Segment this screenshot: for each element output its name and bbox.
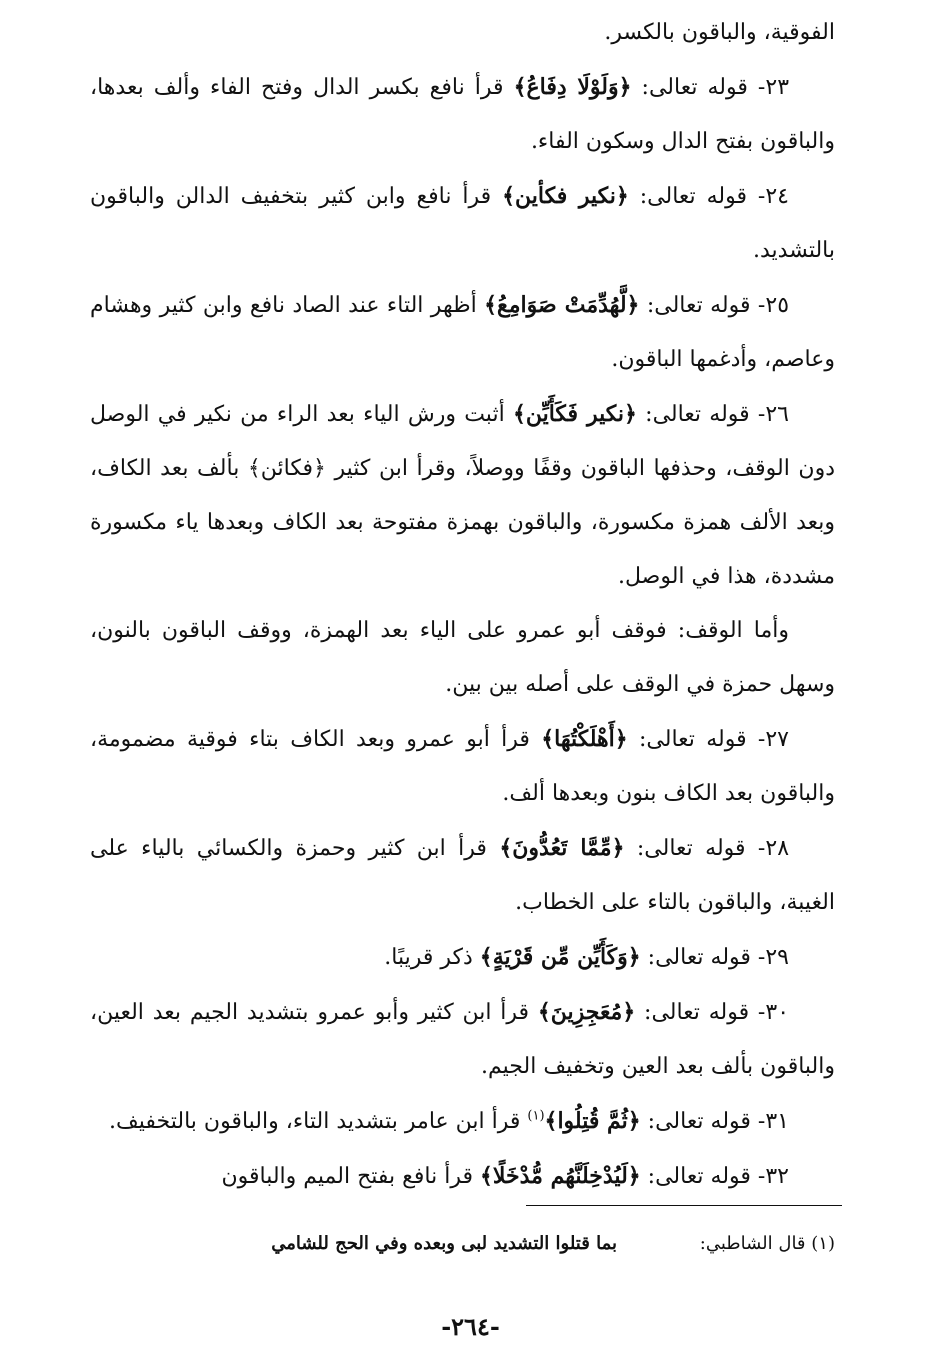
item-lead: ٢٧- قوله تعالى:: [627, 727, 789, 752]
page-number: -٢٦٤-: [441, 1312, 500, 1341]
paragraph-27: [90, 712, 835, 821]
paragraph-29: [90, 930, 835, 985]
item-lead: ٢٣- قوله تعالى:: [631, 75, 790, 100]
quran-quote: ﴿مِّمَّا تَعُدُّونَ﴾: [499, 835, 625, 861]
item-text: أثبت ورش الياء بعد الراء من نكير في الوصل دون الوقف، وحذفها الباقون وقفًا ووصلاً، وقرأ ابن كثير ﴿فكائن﴾ بألف بعد الكاف، وبعد الألف همزة مكسورة، والباقون بهمزة مفتوحة بعد الكاف وبعدها ياء مكسورة مشددة، هذا في الوصل.: [90, 402, 836, 589]
item-text: قرأ نافع وابن كثير بتخفيف الدالن والباقون بالتشديد.: [90, 184, 835, 263]
paragraph-25: [90, 278, 835, 387]
item-text: قرأ ابن عامر بتشديد التاء، والباقون بالتخفيف.: [109, 1109, 528, 1134]
quran-quote: ﴿وَلَوْلَا دِفَاعُ﴾: [513, 74, 632, 100]
paragraph-text: وأما الوقف: فوقف أبو عمرو على الياء بعد الهمزة، ووقف الباقون بالنون، وسهل حمزة في الوقف على أصله بين بين.: [90, 618, 835, 697]
main-text: [90, 6, 835, 1204]
quran-quote: ﴿نكير فَكَأَيِّن﴾: [512, 401, 637, 427]
quran-quote: ﴿ثُمَّ قُتِلُوا﴾: [544, 1108, 641, 1134]
item-lead: ٢٦- قوله تعالى:: [636, 402, 789, 427]
item-lead: ٣١- قوله تعالى:: [640, 1109, 789, 1134]
item-text: قرأ نافع بكسر الدال وفتح الفاء وألف بعدها، والباقون بفتح الدال وسكون الفاء.: [90, 75, 835, 154]
quran-quote: ﴿أَهْلَكْتُهَا﴾: [541, 726, 628, 752]
footnote-verse: بما قتلوا التشديد لبى وبعده وفي الحج للشامي: [271, 1233, 617, 1254]
quran-quote: ﴿لَيُدْخِلَنَّهُم مُّدْخَلًا﴾: [479, 1163, 641, 1189]
item-lead: ٢٥- قوله تعالى:: [639, 293, 790, 318]
paragraph-26: [90, 387, 835, 604]
footnote-reference: (١): [527, 1108, 545, 1124]
item-text: قرأ ابن كثير وحمزة والكسائي بالياء على الغيبة، والباقون بالتاء على الخطاب.: [90, 836, 835, 915]
paragraph-text: الفوقية، والباقون بالكسر.: [604, 20, 835, 45]
footnote-label: (١) قال الشاطبي:: [699, 1233, 835, 1254]
item-text: ذكر قريبًا.: [384, 945, 480, 970]
footnote-divider: [526, 1205, 842, 1206]
quran-quote: ﴿لَّهُدِّمَتْ صَوَامِعُ﴾: [484, 292, 640, 318]
paragraph-31: [90, 1094, 835, 1149]
paragraph-24: [90, 169, 835, 278]
item-lead: ٣٠- قوله تعالى:: [635, 1000, 790, 1025]
item-text: أظهر التاء عند الصاد نافع وابن كثير وهشام وعاصم، وأدغمها الباقون.: [90, 293, 835, 372]
paragraph-waqf: [90, 604, 835, 712]
item-lead: ٢٩- قوله تعالى:: [640, 945, 789, 970]
footnote: [90, 1226, 835, 1262]
item-text: قرأ ابن كثير وأبو عمرو بتشديد الجيم بعد العين، والباقون بألف بعد العين وتخفيف الجيم.: [90, 1000, 835, 1079]
paragraph-23: [90, 60, 835, 169]
item-lead: ٢٨- قوله تعالى:: [624, 836, 790, 861]
item-text: قرأ نافع بفتح الميم والباقون: [221, 1164, 480, 1189]
quran-quote: ﴿نكير فكأين﴾: [502, 183, 629, 209]
item-lead: ٢٤- قوله تعالى:: [628, 184, 789, 209]
quran-quote: ﴿وَكَأَيِّن مِّن قَرْيَةٍ﴾: [479, 944, 641, 970]
paragraph-28: [90, 821, 835, 930]
quran-quote: ﴿مُعَجِزِينَ﴾: [537, 999, 636, 1025]
item-lead: ٣٢- قوله تعالى:: [640, 1164, 789, 1189]
paragraph-30: [90, 985, 835, 1094]
paragraph-0: [90, 6, 835, 60]
item-text: قرأ أبو عمرو وبعد الكاف بتاء فوقية مضمومة، والباقون بعد الكاف بنون وبعدها ألف.: [90, 727, 835, 806]
paragraph-32: [90, 1149, 835, 1204]
